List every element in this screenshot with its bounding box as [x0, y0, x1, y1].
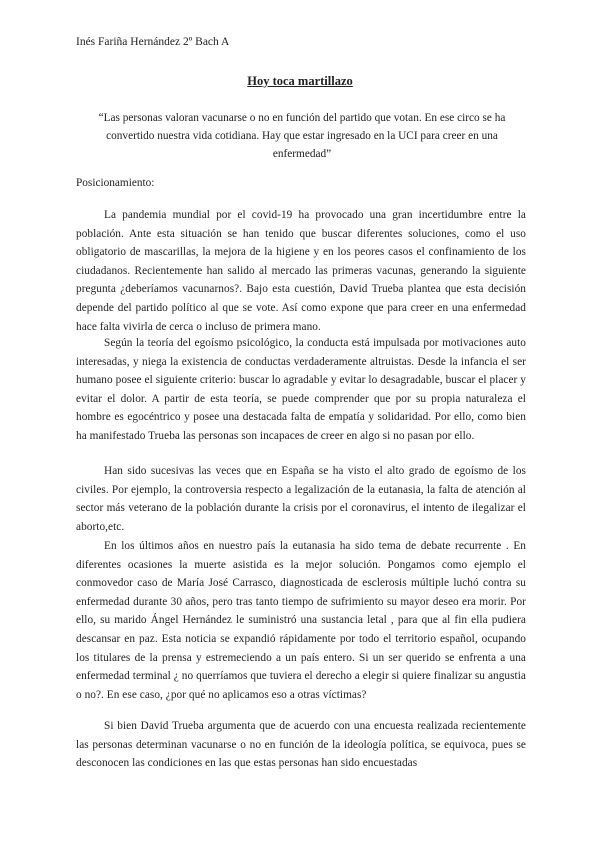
epigraph-quote: “Las personas valoran vacunarse o no en función del partido que votan. En ese circo se ha convertido nuestra vida cotidiana. Hay que estar ingresado en la UCI para creer en una enfermedad”	[98, 112, 506, 160]
paragraph-1: La pandemia mundial por el covid-19 ha provocado una gran incertidumbre entre la población. Ante esta situación se han tenido que buscar diferentes soluciones, como el uso obligatorio de mascarillas, la mejora de la higiene y en los peores casos el confinamiento de los ciudadanos. Recientemente han salido al mercado las primeras vacunas, generando la siguiente pregunta ¿deberíamos vacunarnos?. Bajo esta cuestión, David Trueba plantea que esta decisión depende del partido político al que se vote. Así como expone que para creer en una enfermedad hace falta vivirla de cerca o incluso de primera mano.	[76, 209, 526, 333]
paragraph-4: En los últimos años en nuestro país la eutanasia ha sido tema de debate recurrente . En diferentes ocasiones la muerte asistida es la mejor solución. Pongamos como ejemplo el conmovedor caso de María José Carrasco, diagnosticada de esclerosis múltiple luchó contra su enfermedad durante 30 años, pero tras tanto tiempo de sufrimiento su mayor deseo era morir. Por ello, su marido Ángel Hernández le suministró una sustancia letal , para que al fin ella pudiera descansar en paz. Esta noticia se expandió rápidamente por todo el territorio español, ocupando los titulares de la prensa y estremeciendo a un país entero. Si un ser querido se enfrenta a una enfermedad terminal ¿ no querríamos que tuviera el derecho a elegir si quiere finalizar su angustia o no?. En ese caso, ¿por qué no aplicamos eso a otras víctimas?	[76, 540, 526, 701]
paragraph-3: Han sido sucesivas las veces que en España se ha visto el alto grado de egoísmo de los civiles. Por ejemplo, la controversia respecto a legalización de la eutanasia, la falta de atención al sector más veterano de la población durante la crisis por el coronavirus, el intento de ilegalizar el aborto,etc.	[76, 465, 526, 533]
paragraph-2: Según la teoría del egoísmo psicológico, la conducta está impulsada por motivaciones auto interesadas, y niega la existencia de conductas verdaderamente altruistas. Desde la infancia el ser humano posee el siguiente criterio: buscar lo agradable y evitar lo desagradable, buscar el placer y evitar el dolor. A partir de esta teoría, se puede comprender que por su propia naturaleza el hombre es egocéntrico y posee una destacada falta de empatía y solidaridad. Por ello, como bien ha manifestado Trueba las personas son incapaces de creer en algo si no pasan por ello.	[76, 337, 526, 442]
page-title: Hoy toca martillazo	[247, 74, 353, 88]
author-line: Inés Fariña Hernández 2º Bach A	[76, 36, 230, 48]
paragraph-5: Si bien David Trueba argumenta que de acuerdo con una encuesta realizada recientemente las personas determinan vacunarse o no en función de la ideología política, se equivoca, pues se desconocen las condiciones en las que estas personas han sido encuestadas	[76, 720, 526, 770]
section-heading: Posicionamiento:	[76, 177, 155, 189]
